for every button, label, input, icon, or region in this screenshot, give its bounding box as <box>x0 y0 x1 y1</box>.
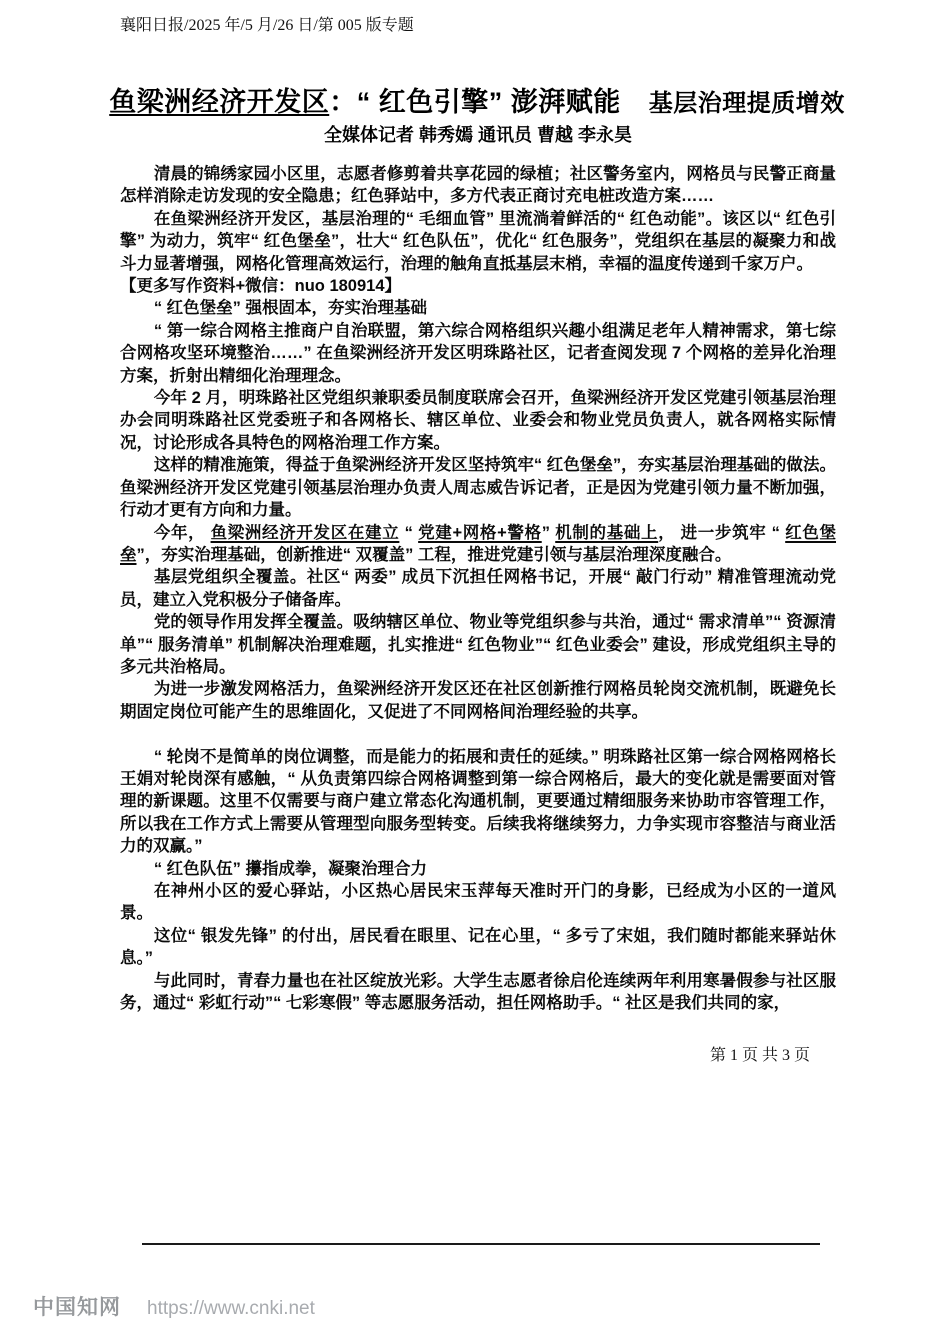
paragraph <box>120 163 836 208</box>
text-run: 这位“ 银发先锋” 的付出，居民看在眼里、记在心里，“ 多亏了宋姐，我们随时都能来驿站休息。” <box>120 926 836 968</box>
text-run: 党的领导作用发挥全覆盖。吸纳辖区单位、物业等党组织参与共治，通过“ 需求清单”“ 资源清单”“ 服务清单” 机制解决治理难题，扎实推进“ 红色物业”“ 红色业委会” 建设，形成党组织主导的多元共治格局。 <box>120 613 836 676</box>
article-title-main <box>109 87 621 117</box>
cnki-url: https://www.cnki.net <box>147 1298 315 1319</box>
blank-line <box>120 723 836 745</box>
paragraph <box>120 275 836 297</box>
source-info: 襄阳日报/2025 年/5 月/26 日/第 005 版专题 <box>120 17 414 34</box>
article-title <box>57 80 897 119</box>
footer-divider <box>142 1243 820 1245</box>
text-run: ” <box>541 523 556 542</box>
paragraph <box>120 297 836 319</box>
underlined-text: 红色堡垒 <box>120 523 837 564</box>
text-run: 【更多写作资料+微信：nuo 180914】 <box>120 277 402 296</box>
text-run: ”，夯实治理基础，创新推进“ 双覆盖” 工程，推进党建引领与基层治理深度融合。 <box>136 545 732 564</box>
text-run: “ 红色堡垒” 强根固本，夯实治理基础 <box>153 299 427 318</box>
paragraph <box>120 746 836 858</box>
text-run: “ 红色队伍” 攥指成拳，凝聚治理合力 <box>153 859 427 878</box>
article-title-sub: 基层治理提质增效 <box>648 90 845 117</box>
paragraph <box>120 208 836 275</box>
text-run: 在鱼梁洲经济开发区，基层治理的“ 毛细血管” 里流淌着鲜活的“ 红色动能”。该区以“ 红色引擎” 为动力，筑牢“ 红色堡垒”，壮大“ 红色队伍”，优化“ 红色服务”，党组织在基层的凝聚力和战斗力显著增强，网格化管理高效运行，治理的触角直抵基层末梢，幸福的温度传递到千家万户。 <box>120 209 836 273</box>
text-run: 与此同时，青春力量也在社区绽放光彩。大学生志愿者徐启伦连续两年利用寒暑假参与社区服务，通过“ 彩虹行动”“ 七彩寒假” 等志愿服务活动，担任网格助手。“ 社区是我们共同的家， <box>120 971 836 1013</box>
paragraph <box>120 320 836 387</box>
paragraph <box>120 970 836 1015</box>
underlined-text: 鱼梁洲经济开发区 <box>109 87 330 117</box>
paragraph <box>120 678 836 723</box>
page-indicator: 第 1 页 共 3 页 <box>709 1047 810 1064</box>
paragraph <box>120 454 836 521</box>
text-run: 今年 2 月，明珠路社区党组织兼职委员制度联席会召开，鱼梁洲经济开发区党建引领基层治理办会同明珠路社区党委班子和各网格长、辖区单位、业委会和物业党员负责人，就各网格实际情况，讨论形成各具特色的网格治理工作方案。 <box>120 389 836 452</box>
paragraph <box>120 387 836 454</box>
watermark <box>33 1291 315 1321</box>
cnki-logo: 中国知网 <box>33 1296 121 1319</box>
text-run: 今年， <box>153 523 211 542</box>
paragraph <box>120 925 836 970</box>
underlined-text: 机制的基础上 <box>555 523 659 542</box>
text-run: 这样的精准施策，得益于鱼梁洲经济开发区坚持筑牢“ 红色堡垒”，夯实基层治理基础的做法。鱼梁洲经济开发区党建引领基层治理办负责人周志威告诉记者，正是因为党建引领力量不断加强，行动才更有方向和力量。 <box>120 456 836 520</box>
paragraph <box>120 611 836 678</box>
byline: 全媒体记者 韩秀嫣 通讯员 曹越 李永昊 <box>323 125 632 145</box>
text-run: 在神州小区的爱心驿站，小区热心居民宋玉萍每天准时开门的身影，已经成为小区的一道风景。 <box>120 881 836 923</box>
underlined-text: 党建+网格+警格 <box>418 523 542 542</box>
paragraph <box>120 522 836 567</box>
text-run: 基层党组织全覆盖。社区“ 两委” 成员下沉担任网格书记，开展“ 敲门行动” 精准管理流动党员，建立入党积极分子储备库。 <box>120 568 836 609</box>
paragraph <box>120 880 836 925</box>
paragraph <box>120 858 836 880</box>
text-run: “ 第一综合网格主推商户自治联盟，第六综合网格组织兴趣小组满足老年人精神需求，第七综合网格攻坚环境整治……” 在鱼梁洲经济开发区明珠路社区，记者查阅发现 7 个网格的差异化治理方案，折射出精细化治理理念。 <box>120 321 836 385</box>
text-run: ， 进一步筑牢 “ <box>658 523 786 542</box>
paragraph <box>120 566 836 611</box>
text-run: “ <box>399 523 419 542</box>
text-run: 为进一步激发网格活力，鱼梁洲经济开发区还在社区创新推行网格员轮岗交流机制，既避免长期固定岗位可能产生的思维固化，又促进了不同网格间治理经验的共享。 <box>120 680 836 721</box>
text-run: ：“ 红色引擎” 澎湃赋能 <box>329 87 621 117</box>
text-run: 清晨的锦绣家园小区里，志愿者修剪着共享花园的绿植；社区警务室内，网格员与民警正商量怎样消除走访发现的安全隐患；红色驿站中，多方代表正商讨充电桩改造方案…… <box>120 165 836 206</box>
text-run: “ 轮岗不是简单的岗位调整，而是能力的拓展和责任的延续。” 明珠路社区第一综合网格网格长王娟对轮岗深有感触，“ 从负责第四综合网格调整到第一综合网格后，最大的变化就是需要面对管理的新课题。这里不仅需要与商户建立常态化沟通机制，更要通过精细服务来协助市容管理工作，所以我在工作方式上需要从管理型向服务型转变。后续我将继续努力，力争实现市容整洁与商业活力的双赢。” <box>120 747 836 856</box>
underlined-text: 鱼梁洲经济开发区在建立 <box>210 523 400 542</box>
article-body <box>120 163 836 1014</box>
